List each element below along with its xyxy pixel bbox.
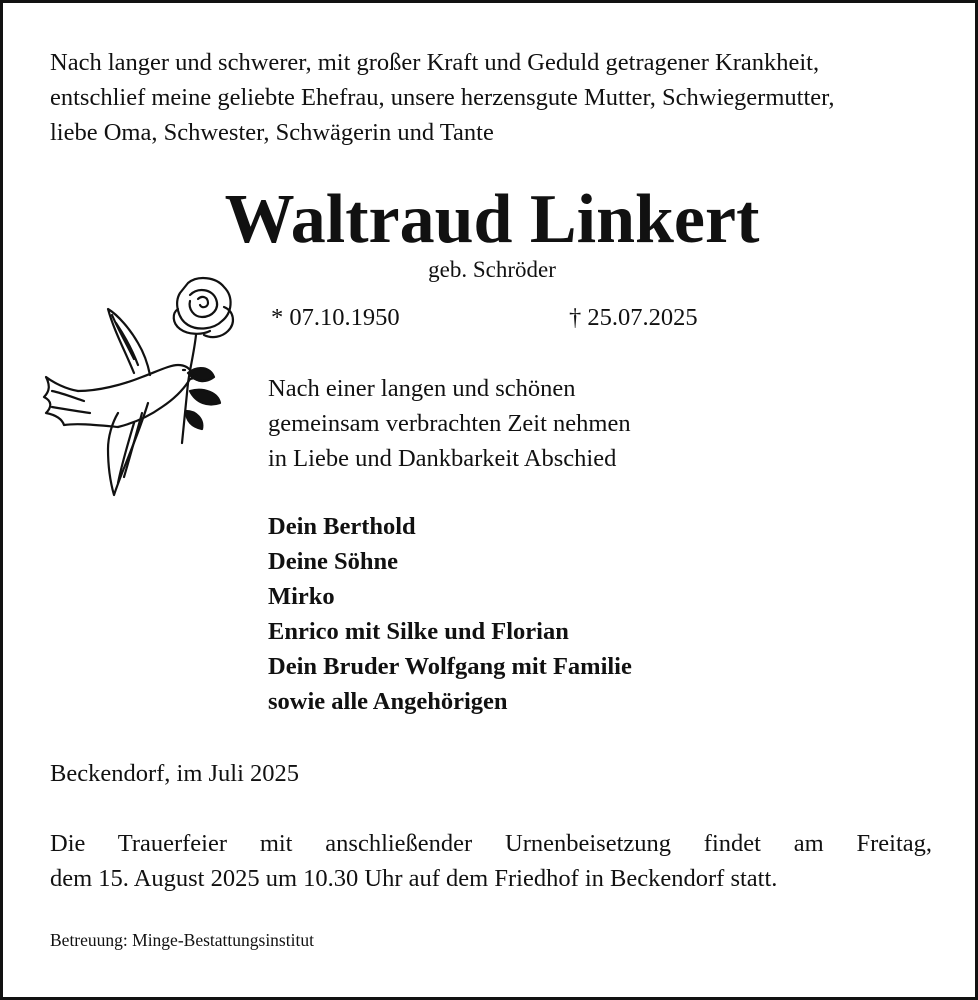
rose-petal xyxy=(177,278,230,328)
farewell-text xyxy=(268,371,631,476)
rose-leaf xyxy=(190,390,220,405)
dove-feather xyxy=(52,407,90,413)
farewell-line: gemeinsam verbrachten Zeit nehmen xyxy=(268,410,631,437)
rose-petal xyxy=(198,297,208,307)
funeral-line: dem 15. August 2025 um 10.30 Uhr auf dem Friedhof in Beckendorf statt. xyxy=(50,865,778,892)
mourner-line: Deine Söhne xyxy=(268,548,399,575)
death-date: † 25.07.2025 xyxy=(569,304,698,331)
intro-line: entschlief meine geliebte Ehefrau, unsere herzensgute Mutter, Schwiegermutter, xyxy=(50,84,835,111)
intro-line: liebe Oma, Schwester, Schwägerin und Tante xyxy=(50,119,494,146)
funeral-home-credit: Betreuung: Minge-Bestattungsinstitut xyxy=(50,930,314,950)
mourner-line: Mirko xyxy=(268,583,335,610)
mourner-line: Dein Berthold xyxy=(268,513,416,540)
rose-leaf xyxy=(186,411,202,429)
dove-tail xyxy=(44,377,118,427)
funeral-line: Die Trauerfeier mit anschließender Urnenbeisetzung findet am Freitag, xyxy=(50,830,932,857)
intro-line: Nach langer und schwerer, mit großer Kraft und Geduld getragener Krankheit, xyxy=(50,49,820,76)
intro-text xyxy=(50,45,935,150)
dove-with-rose-icon xyxy=(38,273,248,505)
dove-feather xyxy=(52,391,84,401)
funeral-info xyxy=(50,826,932,896)
mourner-line: Dein Bruder Wolfgang mit Familie xyxy=(268,653,632,680)
birth-date: * 07.10.1950 xyxy=(271,304,400,331)
farewell-line: in Liebe und Dankbarkeit Abschied xyxy=(268,445,617,472)
maiden-name: geb. Schröder xyxy=(428,257,556,282)
farewell-line: Nach einer langen und schönen xyxy=(268,375,576,402)
place-date: Beckendorf, im Juli 2025 xyxy=(50,760,300,787)
mourner-line: Enrico mit Silke und Florian xyxy=(268,618,569,645)
mourners-list xyxy=(268,509,632,719)
deceased-name: Waltraud Linkert xyxy=(224,181,760,258)
rose-petal xyxy=(190,290,217,317)
mourner-line: sowie alle Angehörigen xyxy=(268,688,508,715)
dove-body xyxy=(78,365,198,427)
